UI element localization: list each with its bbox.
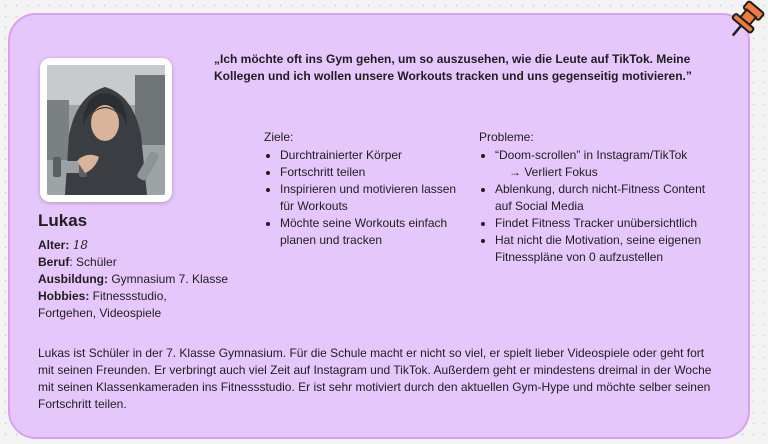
goal-item: • Durchtrainierter Körper [280, 147, 464, 164]
problems-title: Probleme: [479, 130, 534, 144]
problem-item [495, 147, 719, 181]
problem-item: • Findet Fitness Tracker unübersichtlich [495, 215, 719, 232]
job-label: Beruf [38, 255, 70, 269]
hobbies-value: Fitnessstudio, [89, 289, 167, 303]
goals-title: Ziele: [264, 130, 294, 144]
goal-item: • Inspirieren und motivieren lassen für Workouts [280, 181, 464, 215]
persona-details [38, 237, 228, 322]
detail-age [38, 237, 228, 254]
persona-photo-illustration [47, 65, 165, 195]
problem-item-subline: → Verliert Fokus [509, 165, 598, 179]
age-label: Alter: [38, 238, 70, 252]
problems-list [479, 147, 719, 266]
persona-photo-frame [40, 58, 172, 202]
problem-item: • Hat nicht die Motivation, seine eigenen Fitnesspläne von 0 aufzustellen [495, 232, 719, 266]
detail-hobbies [38, 288, 228, 305]
pushpin-icon [722, 0, 768, 42]
education-label: Ausbildung: [38, 272, 108, 286]
education-value: Gymnasium 7. Klasse [107, 272, 229, 286]
detail-job [38, 254, 228, 271]
problem-item-line: “Doom-scrollen” in Instagram/TikTok [495, 148, 688, 162]
hobbies-label: Hobbies: [38, 289, 90, 303]
goals-section [264, 129, 464, 249]
persona-quote: „Ich möchte oft ins Gym gehen, um so auszusehen, wie die Leute auf TikTok. Meine Kollegen und ich wollen unsere Workouts tracken und uns gegenseitig motivieren.” [214, 52, 692, 83]
goals-list [264, 147, 464, 249]
goal-item: • Fortschritt teilen [280, 164, 464, 181]
persona-photo [47, 65, 165, 195]
problem-item: • Ablenkung, durch nicht-Fitness Content auf Social Media [495, 181, 719, 215]
detail-hobbies-continued: Fortgehen, Videospiele [38, 306, 162, 320]
persona-bio: Lukas ist Schüler in der 7. Klasse Gymnasium. Für die Schule macht er nicht so viel, er spielt lieber Videospiele oder geht fort mit seinen Freunden. Er verbringt auch viel Zeit auf Instagram und TikTok. Außerdem geht er mindestens dreimal in der Woche mit seinen Klassenkameraden ins Fitnessstudio. Er ist sehr motiviert durch den aktuellen Gym-Hype und möchte selber seinen Fortschritt teilen. [38, 346, 712, 411]
persona-name: Lukas [38, 211, 88, 230]
problems-section [479, 129, 719, 266]
age-value: 18 [72, 238, 88, 252]
detail-education [38, 271, 228, 288]
job-value: : Schüler [69, 255, 117, 269]
persona-card [8, 13, 750, 439]
goal-item: • Möchte seine Workouts einfach planen und tracken [280, 215, 464, 249]
